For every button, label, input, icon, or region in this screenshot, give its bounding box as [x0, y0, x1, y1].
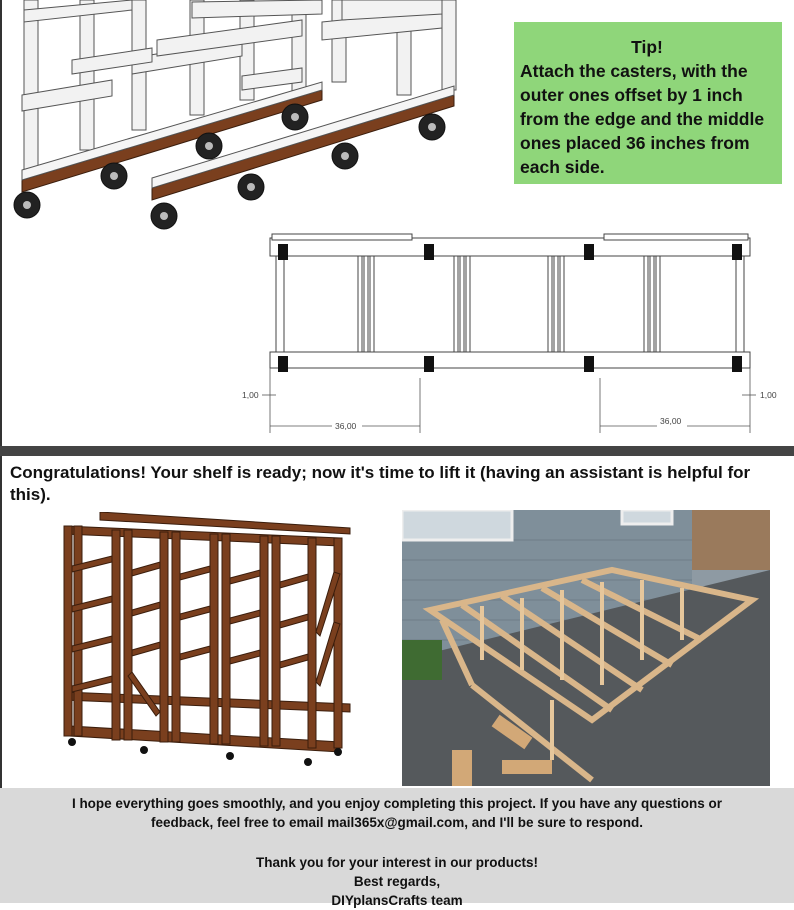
assembled-frame-photo — [402, 510, 770, 786]
tip-body: Attach the casters, with the outer ones offset by 1 inch from the edge and the middle ones placed 36 inches from each side. — [520, 61, 765, 177]
tip-box — [514, 22, 782, 184]
caster-layout-plan — [232, 228, 792, 438]
footer-thanks: Thank you for your interest in our products! — [255, 855, 539, 870]
tip-title: Tip! — [631, 37, 663, 57]
footer — [0, 788, 794, 908]
bottom-panel — [0, 456, 794, 788]
congratulations-text: Congratulations! Your shelf is ready; now it's time to lift it (having an assistant is helpful for this). — [10, 463, 751, 504]
dim-left-offset: 1,00 — [242, 390, 259, 400]
footer-line-1: I hope everything goes smoothly, and you enjoy completing this project. If you have any questions or — [71, 796, 723, 811]
section-divider — [0, 446, 794, 456]
footer-line-2: feedback, feel free to email mail365x@gmail.com, and I'll be sure to respond. — [150, 815, 644, 830]
caster-assembly-render — [2, 0, 472, 235]
footer-signature: DIYplansCrafts team — [331, 893, 463, 908]
top-panel — [0, 0, 794, 446]
dim-left-spacing: 36,00 — [335, 421, 357, 431]
dim-right-offset: 1,00 — [760, 390, 777, 400]
finished-shelf-render — [50, 512, 360, 784]
dim-right-spacing: 36,00 — [660, 416, 682, 426]
footer-regards: Best regards, — [353, 874, 441, 889]
